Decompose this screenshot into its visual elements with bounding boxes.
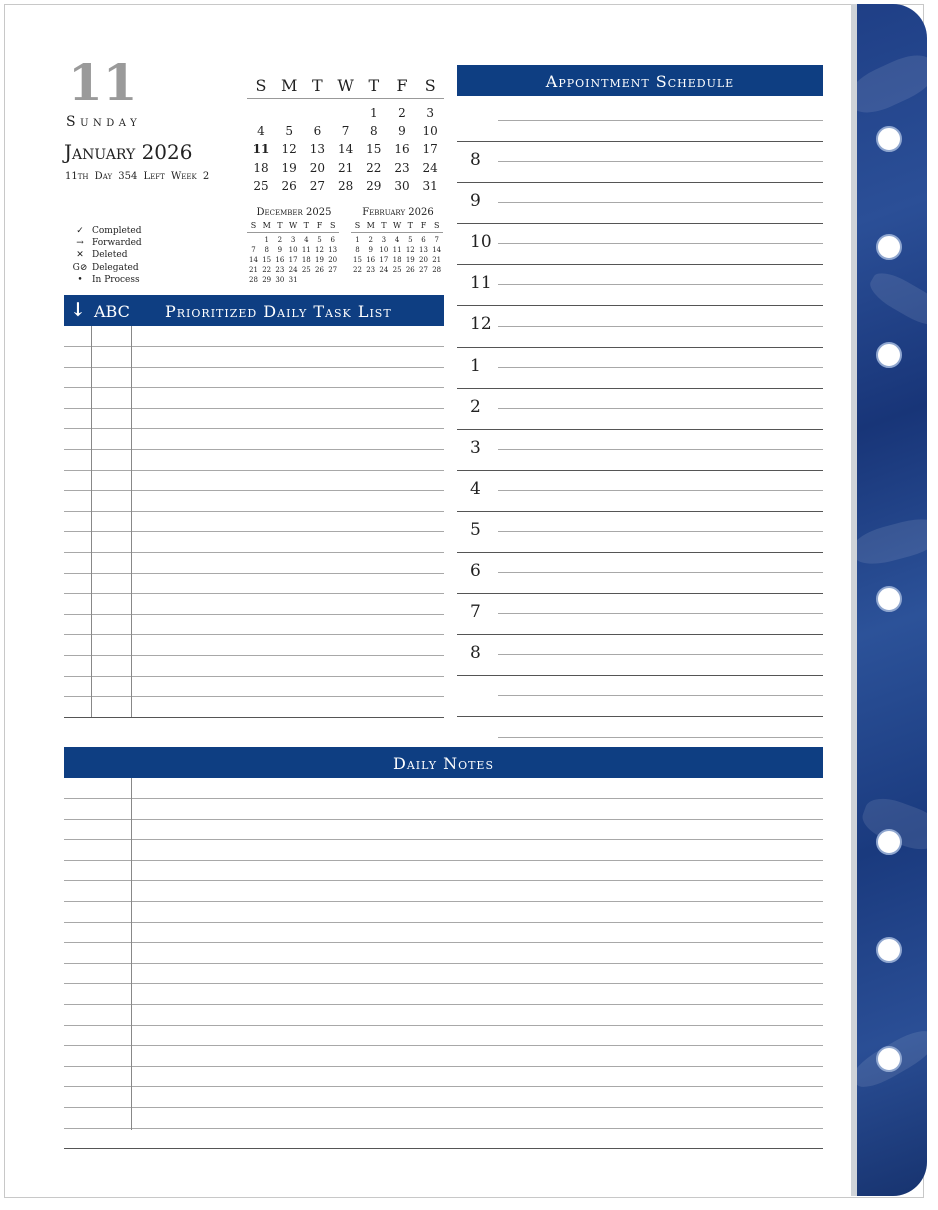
appointment-half-line[interactable]: [498, 243, 823, 244]
calendar-day[interactable]: 17: [422, 142, 438, 157]
task-line[interactable]: [64, 573, 444, 574]
legend-label: Completed: [92, 226, 142, 236]
calendar-day[interactable]: 21: [337, 160, 354, 175]
mini-calendar-day: 17: [379, 256, 389, 264]
calendar-day[interactable]: 6: [313, 124, 322, 139]
appointment-hour-label: 6: [470, 561, 481, 581]
mini-calendar-weekday: M: [262, 221, 271, 230]
appointment-half-line[interactable]: [498, 161, 823, 162]
appointment-half-line[interactable]: [498, 572, 823, 573]
mini-calendar-day: 13: [328, 246, 338, 254]
appointment-hour-line[interactable]: [457, 182, 823, 183]
mini-calendar-day: 12: [405, 246, 415, 254]
calendar-day[interactable]: 7: [341, 124, 350, 139]
task-column-divider: [91, 326, 92, 717]
mini-calendar-weekday: F: [420, 221, 427, 230]
appointment-hour-label: 8: [470, 643, 481, 664]
task-line[interactable]: [64, 634, 444, 635]
mini-calendar-weekday: F: [316, 221, 323, 230]
appointment-hour-line[interactable]: [457, 511, 823, 512]
calendar-day[interactable]: 20: [309, 160, 326, 175]
mini-calendar-day: 7: [434, 236, 439, 244]
mini-calendar-day: 18: [392, 256, 402, 264]
mini-calendar-day: 25: [301, 266, 311, 274]
notes-line[interactable]: [64, 1004, 823, 1005]
notes-line[interactable]: [64, 860, 823, 861]
appointment-hour-label: 5: [470, 519, 481, 540]
appointment-half-line[interactable]: [498, 367, 823, 368]
appointment-hour-label: 7: [470, 602, 481, 623]
mini-calendar-day: 4: [304, 236, 309, 244]
calendar-day[interactable]: 29: [366, 178, 382, 193]
notes-line[interactable]: [64, 942, 823, 943]
appointment-half-line[interactable]: [498, 326, 823, 327]
mini-calendar-day: 25: [392, 266, 402, 274]
appointment-hour-label: 11: [470, 273, 492, 294]
mini-calendar-day: 20: [328, 256, 338, 264]
legend-label: Forwarded: [92, 238, 142, 249]
task-line[interactable]: [64, 511, 444, 512]
legend-item: [68, 226, 142, 236]
mini-calendar-day: 10: [288, 246, 298, 254]
legend-symbol-icon: ✕: [76, 250, 84, 261]
calendar-weekday-header: F: [396, 76, 408, 95]
mini-calendar-day: 23: [275, 266, 285, 274]
notes-line[interactable]: [64, 1066, 823, 1067]
mini-calendar-weekday: T: [407, 221, 413, 230]
mini-calendar-rule: [351, 232, 443, 233]
mini-calendar-day: 17: [288, 256, 298, 264]
appointment-hour-label: 1: [470, 355, 481, 376]
mini-calendar-day: 15: [262, 256, 272, 264]
mini-calendar-day: 23: [366, 266, 376, 274]
task-line[interactable]: [64, 531, 444, 532]
calendar-day[interactable]: 22: [366, 160, 382, 175]
mini-calendar-day: 5: [408, 236, 413, 244]
calendar-day[interactable]: 23: [394, 160, 410, 175]
calendar-day[interactable]: 16: [394, 142, 410, 157]
mini-calendar-day: 16: [275, 256, 285, 264]
appointment-hour-line[interactable]: [457, 593, 823, 594]
mini-calendar-day: 8: [264, 246, 269, 254]
calendar-day[interactable]: 14: [337, 142, 354, 157]
mini-calendar-weekday: S: [433, 221, 440, 230]
calendar-day[interactable]: 31: [422, 178, 438, 193]
mini-calendar-day: 1: [264, 236, 269, 244]
calendar-day[interactable]: 4: [257, 124, 265, 139]
calendar-day[interactable]: 10: [422, 124, 438, 139]
task-list-title: Prioritized Daily Task List: [165, 302, 392, 321]
mini-calendar-day: 2: [277, 236, 283, 244]
mini-calendar-day: 13: [419, 246, 428, 254]
mini-calendar-title: December 2025: [256, 207, 332, 218]
calendar-day[interactable]: 26: [281, 178, 297, 193]
task-line[interactable]: [64, 387, 444, 388]
mini-calendar-day: 24: [288, 266, 298, 274]
calendar-day[interactable]: 3: [426, 106, 434, 120]
mini-calendar-day: 11: [392, 246, 402, 254]
task-line[interactable]: [64, 346, 444, 347]
appointment-half-line[interactable]: [498, 284, 823, 285]
legend-item: [68, 263, 139, 273]
notes-line[interactable]: [64, 901, 823, 902]
calendar-weekday-header: M: [280, 76, 298, 95]
notes-line[interactable]: [64, 880, 823, 881]
day-number: 11: [68, 53, 138, 112]
calendar-day[interactable]: 12: [281, 142, 297, 157]
priority-abc-label: ABC: [94, 302, 130, 321]
mini-calendar-day: 26: [315, 266, 324, 274]
mini-calendar-day: 14: [249, 256, 258, 264]
appointment-header: [457, 65, 823, 96]
mini-calendar-weekday: M: [366, 221, 375, 230]
calendar-rule: [247, 98, 444, 99]
task-line[interactable]: [64, 428, 444, 429]
binder-hole: [876, 342, 902, 368]
day-info: 11th Day 354 Left Week 2: [65, 171, 210, 182]
appointment-half-line[interactable]: [498, 654, 823, 655]
appointment-half-line[interactable]: [498, 695, 823, 696]
task-column-divider: [131, 326, 132, 717]
notes-line[interactable]: [64, 983, 823, 984]
mini-calendar-day: 7: [251, 246, 256, 254]
mini-calendar-weekday: W: [288, 221, 298, 230]
appointment-hour-line[interactable]: [457, 675, 823, 676]
task-line[interactable]: [64, 676, 444, 677]
calendar-day[interactable]: 9: [398, 124, 406, 139]
appointment-half-line[interactable]: [498, 202, 823, 203]
appointment-half-line[interactable]: [498, 737, 823, 738]
appointment-hour-label: 12: [470, 314, 492, 335]
calendar-weekday-header: T: [312, 76, 323, 95]
task-line[interactable]: [64, 552, 444, 553]
calendar-day[interactable]: 19: [281, 160, 297, 175]
appointment-hour-line[interactable]: [457, 429, 823, 430]
mini-calendar-day: 27: [419, 266, 428, 274]
calendar-weekday-header: S: [424, 76, 436, 95]
appointment-hour-line[interactable]: [457, 716, 823, 717]
task-line[interactable]: [64, 696, 444, 697]
month-year: January 2026: [64, 140, 193, 164]
appointment-hour-label: 9: [470, 191, 481, 212]
appointment-hour-label: 2: [470, 396, 481, 417]
appointment-half-line[interactable]: [498, 613, 823, 614]
mini-calendar-day: 21: [432, 256, 442, 264]
calendar-day[interactable]: 25: [253, 178, 269, 193]
mini-calendar-day: 6: [421, 236, 426, 244]
mini-calendar-title: February 2026: [362, 207, 434, 218]
notes-line[interactable]: [64, 963, 823, 964]
task-line[interactable]: [64, 408, 444, 409]
mini-calendar-day: 18: [301, 256, 311, 264]
mini-calendar-day: 16: [366, 256, 376, 264]
task-line[interactable]: [64, 717, 444, 718]
appointment-hour-line[interactable]: [457, 552, 823, 553]
mini-calendar-day: 24: [379, 266, 389, 274]
mini-calendar-day: 22: [353, 266, 362, 274]
mini-calendar-day: 10: [379, 246, 389, 254]
legend-symbol-icon: ✓: [76, 226, 84, 236]
mini-calendar-day: 9: [368, 246, 373, 254]
calendar-day[interactable]: 8: [369, 124, 378, 139]
mini-calendar-day: 27: [328, 266, 338, 274]
notes-column-divider: [131, 778, 132, 1130]
appointment-hour-line[interactable]: [457, 141, 823, 142]
calendar-day[interactable]: 15: [366, 142, 382, 157]
appointment-hour-line[interactable]: [457, 634, 823, 635]
calendar-day[interactable]: 18: [253, 160, 269, 175]
calendar-day[interactable]: 2: [398, 106, 406, 120]
task-line[interactable]: [64, 655, 444, 656]
notes-line[interactable]: [64, 819, 823, 820]
appointment-half-line[interactable]: [498, 531, 823, 532]
calendar-day[interactable]: 24: [422, 160, 438, 175]
legend-label: Deleted: [92, 250, 128, 261]
mini-calendar-day: 31: [288, 276, 298, 284]
legend-item: [68, 275, 140, 285]
notes-line[interactable]: [64, 1045, 823, 1046]
appointment-title: Appointment Schedule: [545, 72, 735, 91]
notes-line[interactable]: [64, 839, 823, 840]
binder-hole: [876, 1046, 902, 1072]
mini-calendar-weekday: T: [381, 221, 387, 230]
mini-calendar-day: 29: [262, 276, 272, 284]
calendar-weekday-header: T: [368, 76, 380, 95]
mini-calendar-day: 3: [381, 236, 387, 244]
notes-line[interactable]: [64, 1086, 823, 1087]
appointment-hour-line[interactable]: [457, 223, 823, 224]
appointment-half-line[interactable]: [498, 490, 823, 491]
task-line[interactable]: [64, 614, 444, 615]
mini-calendar-rule: [247, 232, 339, 233]
mini-calendar-weekday: T: [277, 221, 283, 230]
notes-line[interactable]: [64, 922, 823, 923]
mini-calendar-day: 8: [355, 246, 360, 254]
mini-calendar-day: 2: [368, 236, 373, 244]
appointment-hour-label: 4: [470, 478, 481, 499]
mini-calendar-weekday: T: [303, 221, 309, 230]
mini-calendar-day: 12: [315, 246, 324, 254]
mini-calendar-day: 28: [249, 276, 258, 284]
binder-hole: [876, 234, 902, 260]
calendar-day[interactable]: 27: [309, 178, 326, 193]
appointment-hour-line[interactable]: [457, 388, 823, 389]
mini-calendar-day: 4: [394, 236, 400, 244]
mini-calendar-day: 19: [315, 256, 324, 264]
notes-line[interactable]: [64, 798, 823, 799]
calendar-day[interactable]: 1: [369, 106, 378, 120]
notes-title: Daily Notes: [393, 754, 494, 773]
appointment-hour-line[interactable]: [457, 347, 823, 348]
mini-calendar-day: 15: [353, 256, 362, 264]
appointment-hour-label: 3: [470, 437, 481, 458]
mini-calendar-weekday: S: [250, 221, 257, 230]
legend-label: Delegated: [92, 262, 139, 273]
calendar-day[interactable]: 28: [337, 178, 354, 193]
mini-calendar-weekday: S: [329, 221, 336, 230]
appointment-hour-line[interactable]: [457, 305, 823, 306]
appointment-half-line[interactable]: [498, 408, 823, 409]
task-line[interactable]: [64, 470, 444, 471]
mini-calendar-weekday: W: [392, 221, 402, 230]
notes-line[interactable]: [64, 1025, 823, 1026]
mini-calendar-day: 9: [277, 246, 283, 254]
calendar-weekday-header: W: [337, 76, 354, 95]
mini-calendar-day: 30: [275, 276, 285, 284]
task-line[interactable]: [64, 490, 444, 491]
legend-symbol-icon: G⊘: [72, 262, 88, 273]
mini-calendar-day: 20: [419, 256, 428, 264]
mini-calendar-day: 11: [301, 246, 311, 254]
calendar-day[interactable]: 30: [394, 178, 410, 193]
mini-calendar-day: 5: [317, 236, 322, 244]
appointment-hour-line[interactable]: [457, 470, 823, 471]
mini-calendar-weekday: S: [354, 221, 361, 230]
notes-line[interactable]: [64, 1128, 823, 1129]
task-line[interactable]: [64, 367, 444, 368]
binder-hole: [876, 126, 902, 152]
legend-label: In Process: [92, 274, 140, 285]
calendar-day[interactable]: 11: [252, 142, 270, 157]
binder-hole: [876, 937, 902, 963]
planner-page: [4, 4, 924, 1198]
down-arrow-icon: ↓: [70, 299, 86, 321]
notes-line[interactable]: [64, 1107, 823, 1108]
mini-calendar-day: 14: [432, 246, 442, 254]
mini-calendar-day: 26: [405, 266, 415, 274]
binder-hole: [876, 829, 902, 855]
legend-item: [68, 238, 142, 248]
calendar-day[interactable]: 5: [285, 124, 293, 139]
appointment-hour-label: 8: [470, 150, 481, 170]
calendar-day[interactable]: 13: [309, 142, 326, 157]
calendar-weekday-header: S: [255, 76, 267, 95]
legend-symbol-icon: →: [76, 238, 84, 249]
mini-calendar-day: 22: [262, 266, 272, 274]
task-line[interactable]: [64, 449, 444, 450]
mini-calendar-day: 3: [290, 236, 296, 244]
task-line[interactable]: [64, 593, 444, 594]
mini-calendar-day: 6: [330, 236, 335, 244]
legend-item: [68, 250, 127, 260]
notes-header: [64, 747, 823, 778]
mini-calendar-day: 28: [432, 266, 442, 274]
appointment-half-line[interactable]: [498, 120, 823, 121]
legend-symbol-icon: •: [77, 274, 83, 285]
task-list-header: [64, 295, 444, 326]
mini-calendar-day: 1: [355, 236, 360, 244]
mini-calendar-day: 21: [249, 266, 258, 274]
appointment-hour-line[interactable]: [457, 264, 823, 265]
day-name: Sunday: [66, 114, 142, 130]
appointment-hour-label: 10: [470, 232, 492, 253]
mini-calendar-day: 19: [405, 256, 415, 264]
binder-hole: [876, 586, 902, 612]
appointment-half-line[interactable]: [498, 449, 823, 450]
notes-line[interactable]: [64, 1148, 823, 1149]
